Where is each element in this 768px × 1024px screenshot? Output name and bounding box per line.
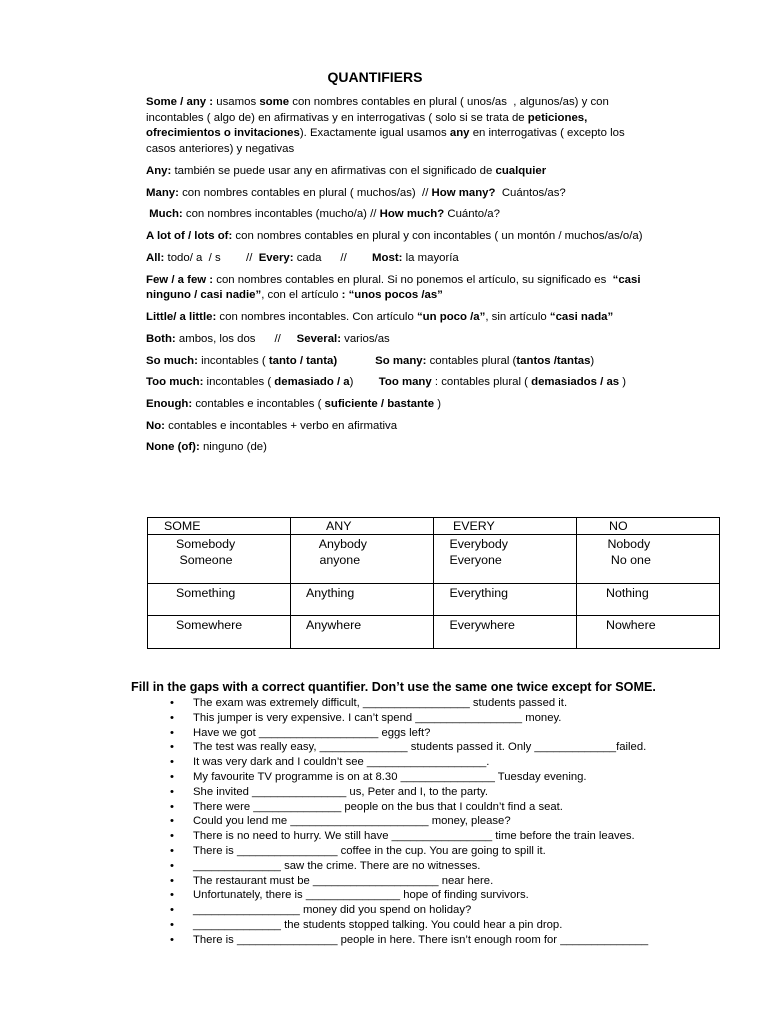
exercise-item (148, 814, 668, 829)
table-cell: Nowhere (577, 616, 720, 649)
table-row (148, 616, 720, 649)
exercise-sentence: My favourite TV programme is on at 8.30 _______________ Tuesday evening. (193, 770, 587, 783)
definition-so-much: So much: incontables ( tanto / tanta) So many: contables plural (tantos /tantas) (146, 354, 595, 367)
exercise-sentence: This jumper is very expensive. I can’t spend _________________ money. (193, 711, 562, 724)
bullet-icon: • (170, 918, 174, 931)
definitions-section (146, 95, 646, 462)
exercise-item (148, 859, 668, 874)
definition-no: No: contables e incontables + verbo en afirmativa (146, 419, 398, 432)
table-cell: Anything (291, 584, 434, 616)
bullet-icon: • (170, 756, 174, 769)
exercise-item (148, 903, 668, 918)
exercise-item (148, 800, 668, 815)
exercise-item (148, 918, 668, 933)
table-cell: Everything (434, 584, 577, 616)
exercise-sentence: There is ________________ coffee in the cup. You are going to spill it. (193, 844, 546, 857)
exercise-sentence: The test was really easy, ______________ students passed it. Only _____________failed. (193, 741, 647, 754)
exercise-item (148, 844, 668, 859)
table-cell: Something (148, 584, 291, 616)
exercise-sentence: ______________ saw the crime. There are no witnesses. (193, 859, 481, 872)
table-header-cell: SOME (148, 518, 291, 535)
page-title: QUANTIFIERS (327, 69, 423, 85)
definition-all: All: todo/ a / s // Every: cada // Most: la mayoría (146, 251, 459, 264)
quantifier-table (147, 517, 720, 649)
exercise-item (148, 933, 668, 948)
definition-a-lot: A lot of / lots of: con nombres contables en plural y con incontables ( un montón / muchos/as/o/a) (146, 230, 643, 243)
definition-many: Many: con nombres contables en plural ( muchos/as) // How many? Cuántos/as? (146, 186, 566, 199)
table-header-row (148, 518, 720, 535)
exercise-instruction: Fill in the gaps with a correct quantifier. Don’t use the same one twice except for SOME. (131, 680, 656, 694)
table-cell: Anybody anyone (291, 535, 434, 584)
table-cell: Somewhere (148, 616, 291, 649)
bullet-icon: • (170, 889, 174, 902)
exercise-item (148, 711, 668, 726)
bullet-icon: • (170, 785, 174, 798)
bullet-icon: • (170, 741, 174, 754)
exercise-sentence: Have we got ___________________ eggs left? (193, 726, 431, 739)
table-cell: Nothing (577, 584, 720, 616)
definition-any: Any: también se puede usar any en afirmativas con el significado de cualquier (146, 164, 547, 177)
bullet-icon: • (170, 844, 174, 857)
exercise-sentence: The restaurant must be ____________________ near here. (193, 874, 494, 887)
exercise-sentence: Unfortunately, there is _______________ hope of finding survivors. (193, 889, 529, 902)
exercise-sentence: Could you lend me ______________________ money, please? (193, 815, 511, 828)
definition-few: Few / a few : con nombres contables en plural. Si no ponemos el artículo, su significado es “casi ninguno / casi nadie”, con el artículo : “unos pocos /as” (146, 273, 641, 302)
exercise-sentence: It was very dark and I couldn’t see ___________________. (193, 756, 490, 769)
bullet-icon: • (170, 711, 174, 724)
table-cell: Everywhere (434, 616, 577, 649)
exercise-item (148, 740, 668, 755)
bullet-icon: • (170, 697, 174, 709)
table-cell: Anywhere (291, 616, 434, 649)
definition-much: Much: con nombres incontables (mucho/a) // How much? Cuánto/a? (149, 208, 500, 221)
exercise-list (148, 696, 668, 948)
exercise-sentence: There is no need to hurry. We still have ________________ time before the train leaves. (193, 830, 635, 843)
bullet-icon: • (170, 800, 174, 813)
exercise-item (148, 874, 668, 889)
definition-none: None (of): ninguno (de) (146, 441, 267, 454)
exercise-item (148, 785, 668, 800)
definition-too-much: Too much: incontables ( demasiado / a) Too many : contables plural ( demasiados / as ) (146, 376, 627, 389)
exercise-item (148, 888, 668, 903)
table-header-cell: NO (577, 518, 720, 535)
table-row (148, 535, 720, 584)
bullet-icon: • (170, 830, 174, 843)
table-cell: Nobody No one (577, 535, 720, 584)
table-row (148, 584, 720, 616)
exercise-item (148, 726, 668, 741)
exercise-sentence: _________________ money did you spend on holiday? (193, 904, 472, 917)
exercise-sentence: She invited _______________ us, Peter and I, to the party. (193, 785, 488, 798)
exercise-item (148, 696, 668, 711)
definition-some-any: Some / any : usamos some con nombres contables en plural ( unos/as , algunos/as) y con incontables ( algo de) en afirmativas y en interrogativas ( solo si se trata de peticiones, ofrecimientos o invitaciones). Exactamente igual usamos any en interrogativas ( excepto los casos anteriores) y negativas (146, 96, 625, 156)
quantifier-table-wrapper (147, 517, 720, 649)
exercise-item (148, 755, 668, 770)
exercise-sentence: The exam was extremely difficult, _________________ students passed it. (193, 697, 568, 709)
table-header-cell: ANY (291, 518, 434, 535)
bullet-icon: • (170, 859, 174, 872)
bullet-icon: • (170, 770, 174, 783)
definition-both: Both: ambos, los dos // Several: varios/as (146, 332, 390, 345)
bullet-icon: • (170, 726, 174, 739)
table-header-cell: EVERY (434, 518, 577, 535)
bullet-icon: • (170, 815, 174, 828)
bullet-icon: • (170, 933, 174, 946)
bullet-icon: • (170, 904, 174, 917)
exercise-sentence: There is ________________ people in here. There isn’t enough room for ______________ (193, 933, 649, 946)
exercise-sentence: There were ______________ people on the bus that I couldn’t find a seat. (193, 800, 563, 813)
bullet-icon: • (170, 874, 174, 887)
exercise-item (148, 770, 668, 785)
table-cell: Somebody Someone (148, 535, 291, 584)
table-cell: Everybody Everyone (434, 535, 577, 584)
definition-enough: Enough: contables e incontables ( suficiente / bastante ) (146, 398, 442, 411)
exercise-sentence: ______________ the students stopped talking. You could hear a pin drop. (193, 918, 563, 931)
definition-little: Little/ a little: con nombres incontables. Con artículo “un poco /a”, sin artículo “casi nada” (146, 311, 614, 324)
exercise-item (148, 829, 668, 844)
